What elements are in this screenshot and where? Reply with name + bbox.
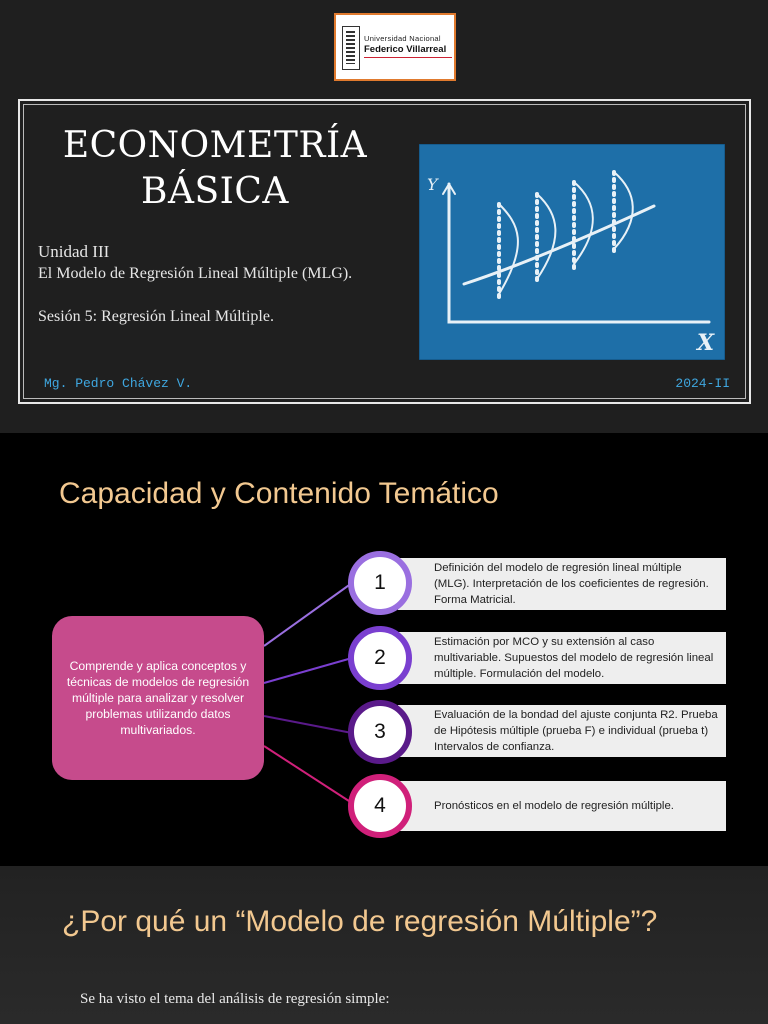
course-title-line1: ECONOMETRÍA — [62, 125, 368, 166]
university-logo — [334, 13, 456, 81]
connector-4 — [264, 746, 352, 803]
topic-box-1 — [398, 558, 726, 610]
question-slide-text: Se ha visto el tema del análisis de regresión simple: — [80, 991, 390, 1007]
regression-chalkboard-illustration — [419, 144, 725, 360]
term-label: 2024-II — [675, 376, 730, 391]
content-slide-title: Capacidad y Contenido Temático — [59, 477, 499, 510]
chalk-x-label: X — [697, 330, 715, 356]
topic-box-3 — [398, 705, 726, 757]
topic-box-4 — [398, 781, 726, 831]
topic-text-2: Estimación por MCO y su extensión al caso multivariable. Supuestos del modelo de regresión lineal múltiple. Formulación del modelo. — [434, 636, 714, 680]
logo-line1: Universidad Nacional — [364, 34, 441, 43]
connector-1 — [264, 583, 352, 646]
topic-text-4: Pronósticos en el modelo de regresión múltiple. — [434, 800, 674, 812]
topic-number-3: 3 — [348, 700, 412, 764]
author-label: Mg. Pedro Chávez V. — [44, 376, 193, 391]
connector-2 — [264, 658, 352, 683]
question-slide-title: ¿Por qué un “Modelo de regresión Múltiple”? — [62, 905, 658, 938]
topic-text-3: Evaluación de la bondad del ajuste conjunta R2. Prueba de Hipótesis múltiple (prueba F) e individual (prueba t) Intervalos de confianza. — [434, 709, 718, 753]
topic-number-4: 4 — [348, 774, 412, 838]
university-seal-icon — [342, 26, 360, 70]
capacity-hub — [52, 616, 264, 780]
question-slide — [0, 866, 768, 1024]
course-title — [40, 123, 390, 215]
logo-line2: Federico Villarreal — [364, 44, 447, 55]
model-label: El Modelo de Regresión Lineal Múltiple (MLG). — [38, 265, 353, 282]
chalk-y-label: Y — [427, 175, 438, 194]
course-title-line2: BÁSICA — [141, 171, 289, 212]
title-slide — [0, 0, 768, 433]
connector-3 — [264, 716, 352, 733]
capacity-text: Comprende y aplica conceptos y técnicas de modelos de regresión múltiple para analizar y resolver problemas utilizando datos multivariados. — [66, 659, 250, 737]
topic-box-2 — [398, 632, 726, 684]
session-label: Sesión 5: Regresión Lineal Múltiple. — [38, 308, 274, 325]
topic-number-1: 1 — [348, 551, 412, 615]
content-slide — [0, 433, 768, 866]
topic-number-2: 2 — [348, 626, 412, 690]
topic-text-1: Definición del modelo de regresión lineal múltiple (MLG). Interpretación de los coeficientes de regresión. Forma Matricial. — [434, 562, 709, 606]
unit-label: Unidad III — [38, 242, 110, 261]
logo-rule — [364, 57, 452, 58]
